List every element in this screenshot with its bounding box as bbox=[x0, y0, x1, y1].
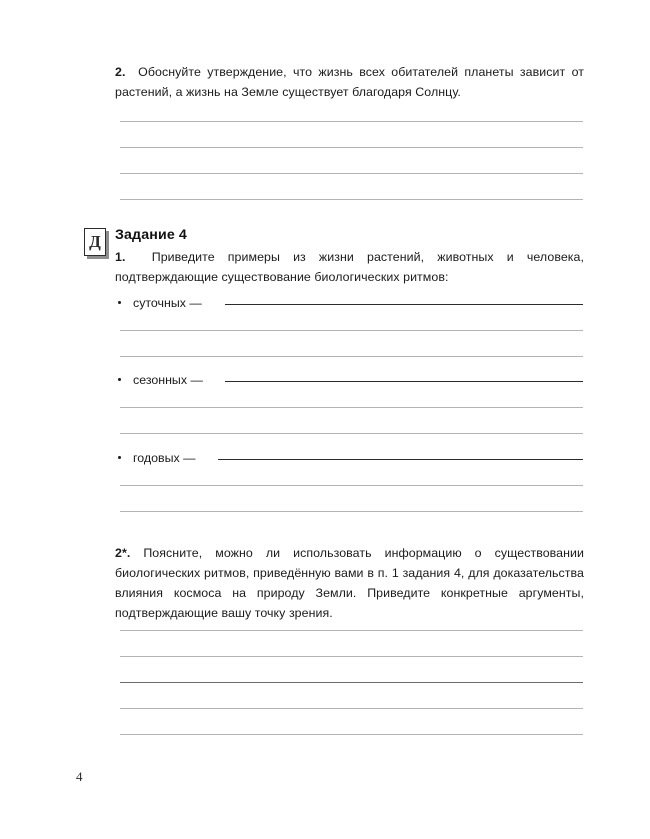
book-icon-shadow-bottom bbox=[87, 256, 109, 259]
answer-line[interactable] bbox=[225, 381, 583, 382]
task-4-item-2-number: 2*. bbox=[115, 546, 131, 560]
task-4-item-2-block bbox=[115, 543, 584, 623]
task-4-item-2-text bbox=[115, 543, 584, 623]
list-item bbox=[115, 295, 584, 311]
list-item bbox=[115, 450, 584, 466]
answer-line[interactable] bbox=[225, 304, 583, 305]
task-4-item-2-body: Поясните, можно ли использовать информацию о существовании биологических ритмов, приведённую вами в п. 1 задания 4, для доказательства влияния космоса на природу Земли. Приведите конкретные аргументы, подтверждающие вашу точку зрения. bbox=[115, 546, 584, 620]
task-4-item-1-block bbox=[115, 247, 584, 287]
answer-line[interactable] bbox=[120, 199, 583, 200]
bullet-dot-icon bbox=[118, 456, 121, 459]
book-icon-letter: Д bbox=[89, 232, 101, 251]
question-2-block bbox=[115, 62, 584, 102]
book-icon bbox=[84, 228, 110, 260]
list-item-label: сезонных — bbox=[133, 373, 203, 387]
question-2-body: Обоснуйте утверждение, что жизнь всех обитателей планеты зависит от растений, а жизнь на Земле существует благодаря Солнцу. bbox=[115, 65, 584, 99]
answer-line[interactable] bbox=[120, 407, 583, 408]
question-2-number: 2. bbox=[115, 65, 126, 79]
answer-line[interactable] bbox=[120, 682, 583, 683]
answer-line[interactable] bbox=[120, 656, 583, 657]
answer-line[interactable] bbox=[218, 459, 583, 460]
answer-line[interactable] bbox=[120, 630, 583, 631]
task-4-item-1-number: 1. bbox=[115, 250, 126, 264]
list-item bbox=[115, 372, 584, 388]
task-4-title: Задание 4 bbox=[115, 227, 187, 243]
task-4-item-1-text bbox=[115, 247, 584, 287]
question-2-text bbox=[115, 62, 584, 102]
answer-line[interactable] bbox=[120, 433, 583, 434]
answer-line[interactable] bbox=[120, 708, 583, 709]
task-4-item-1-body: Приведите примеры из жизни растений, животных и человека, подтверждающие существование биологических ритмов: bbox=[115, 250, 584, 284]
answer-line[interactable] bbox=[120, 356, 583, 357]
answer-line[interactable] bbox=[120, 147, 583, 148]
answer-line[interactable] bbox=[120, 121, 583, 122]
answer-line[interactable] bbox=[120, 734, 583, 735]
answer-line[interactable] bbox=[120, 511, 583, 512]
list-item-label: суточных — bbox=[133, 296, 202, 310]
bullet-dot-icon bbox=[118, 378, 121, 381]
page-number: 4 bbox=[76, 769, 83, 784]
answer-line[interactable] bbox=[120, 330, 583, 331]
bullet-dot-icon bbox=[118, 301, 121, 304]
list-item-label: годовых — bbox=[133, 451, 196, 465]
book-icon-shadow-right bbox=[106, 231, 109, 259]
answer-line[interactable] bbox=[120, 485, 583, 486]
answer-line[interactable] bbox=[120, 173, 583, 174]
